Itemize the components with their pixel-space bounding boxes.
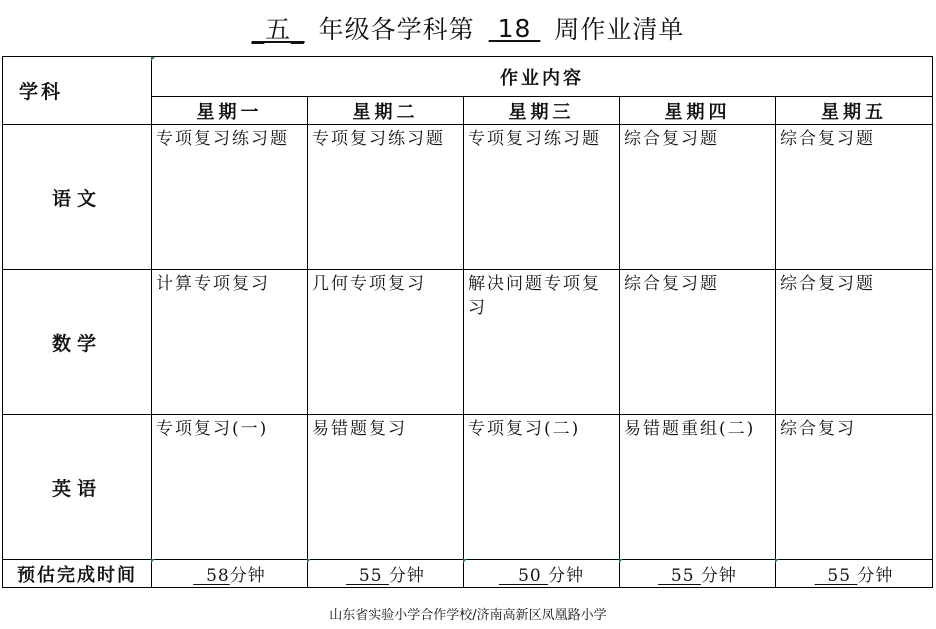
cell-marker-icon xyxy=(775,559,779,563)
time-minutes: 55 xyxy=(346,566,389,586)
task-cell[interactable]: 综合复习题 xyxy=(776,125,933,270)
task-cell[interactable]: 专项复习练习题 xyxy=(464,125,620,270)
task-cell[interactable]: 专项复习练习题 xyxy=(152,125,308,270)
time-row-label: 预估完成时间 xyxy=(3,560,152,588)
time-cell[interactable] xyxy=(308,560,464,588)
time-cell[interactable] xyxy=(152,560,308,588)
task-cell[interactable]: 几何专项复习 xyxy=(308,270,464,415)
task-cell[interactable]: 综合复习题 xyxy=(620,125,776,270)
day-header-fri: 星期五 xyxy=(776,97,933,125)
task-cell[interactable]: 易错题复习 xyxy=(308,415,464,560)
week-number-field[interactable]: 18 xyxy=(488,13,541,43)
time-unit: 分钟 xyxy=(548,566,585,586)
time-unit: 分钟 xyxy=(388,566,425,586)
day-header-tue: 星期二 xyxy=(308,97,464,125)
table-row-math xyxy=(3,270,933,415)
task-cell[interactable]: 综合复习题 xyxy=(776,270,933,415)
task-cell[interactable]: 易错题重组(二) xyxy=(620,415,776,560)
time-minutes: 55 xyxy=(814,566,858,586)
cell-marker-icon xyxy=(151,57,155,61)
subject-label-english: 英语 xyxy=(3,415,152,560)
task-cell[interactable]: 综合复习题 xyxy=(620,270,776,415)
time-unit: 分钟 xyxy=(700,566,737,586)
table-row-time xyxy=(3,560,933,588)
time-minutes: 58 xyxy=(193,566,230,586)
time-cell[interactable] xyxy=(464,560,620,588)
day-header-thu: 星期四 xyxy=(620,97,776,125)
subject-label-math: 数学 xyxy=(3,270,152,415)
cell-marker-icon xyxy=(307,559,311,563)
cell-marker-icon xyxy=(463,559,467,563)
homework-table xyxy=(2,56,933,588)
time-unit: 分钟 xyxy=(857,566,894,586)
title-middle-text: 年级各学科第 xyxy=(318,15,475,44)
task-cell[interactable]: 专项复习(二) xyxy=(464,415,620,560)
time-cell[interactable] xyxy=(776,560,933,588)
grade-field[interactable]: _五_ xyxy=(251,15,305,44)
task-cell[interactable]: 解决问题专项复习 xyxy=(464,270,620,415)
subject-label-chinese: 语文 xyxy=(3,125,152,270)
day-header-wed: 星期三 xyxy=(464,97,620,125)
school-footer: 山东省实验小学合作学校/济南高新区凤凰路小学 xyxy=(329,608,607,623)
task-cell[interactable]: 专项复习练习题 xyxy=(308,125,464,270)
subject-header: 学科 xyxy=(3,57,152,125)
time-unit: 分钟 xyxy=(229,566,266,586)
page-title xyxy=(0,0,936,56)
cell-marker-icon xyxy=(619,559,623,563)
time-minutes: 50 xyxy=(498,566,549,586)
time-minutes: 55 xyxy=(658,566,701,586)
cell-marker-icon xyxy=(151,559,155,563)
task-cell[interactable]: 计算专项复习 xyxy=(152,270,308,415)
task-cell[interactable]: 综合复习 xyxy=(776,415,933,560)
task-cell[interactable]: 专项复习(一) xyxy=(152,415,308,560)
table-row-english xyxy=(3,415,933,560)
time-cell[interactable] xyxy=(620,560,776,588)
title-suffix-text: 周作业清单 xyxy=(554,15,685,44)
day-header-mon: 星期一 xyxy=(152,97,308,125)
content-header: 作业内容 xyxy=(152,57,933,97)
table-row-chinese xyxy=(3,125,933,270)
